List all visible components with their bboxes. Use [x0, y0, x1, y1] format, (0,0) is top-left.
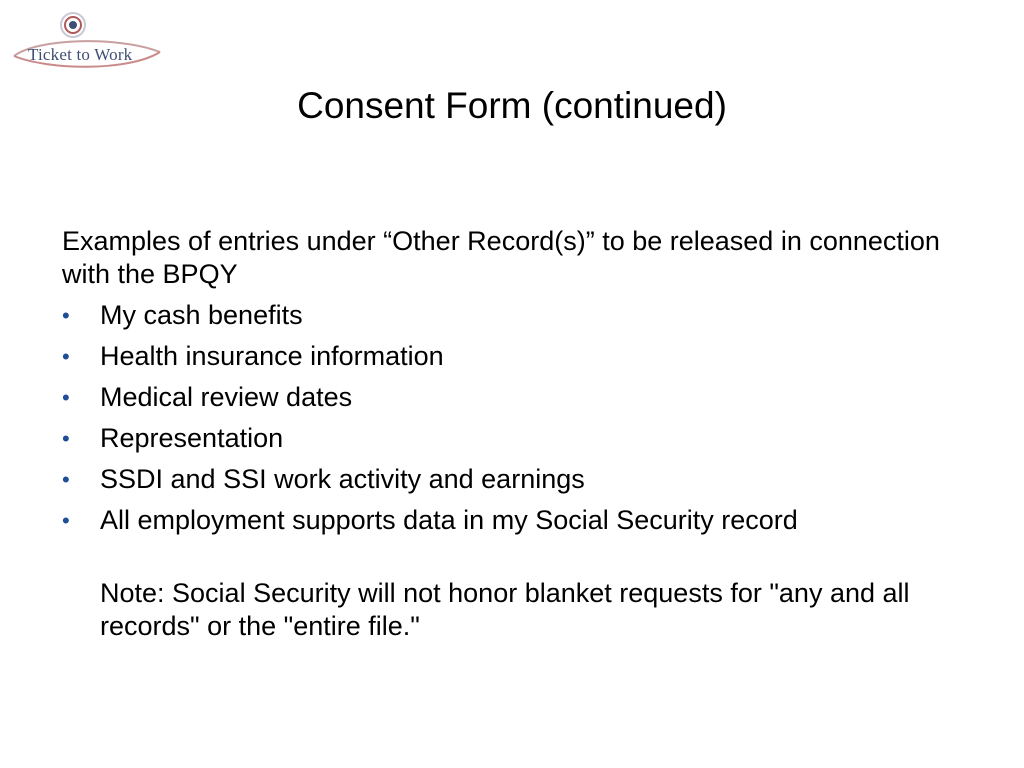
bullet-icon: •	[62, 467, 70, 492]
list-item	[62, 381, 962, 414]
list-item	[62, 463, 962, 496]
list-item-text: SSDI and SSI work activity and earnings	[100, 464, 585, 494]
list-item	[62, 504, 962, 537]
bullet-icon: •	[62, 426, 70, 451]
list-item-text: Representation	[100, 423, 284, 453]
list-item	[62, 340, 962, 373]
list-item-text: Medical review dates	[100, 382, 353, 412]
ticket-to-work-logo	[8, 8, 168, 74]
logo-text: Ticket to Work	[28, 45, 133, 64]
bullet-icon: •	[62, 508, 70, 533]
list-item-text: All employment supports data in my Social Security record	[100, 505, 798, 535]
bullet-icon: •	[62, 344, 70, 369]
list-item	[62, 422, 962, 455]
note-text: Note: Social Security will not honor blanket requests for "any and all records" or the "entire file."	[100, 578, 910, 641]
bullet-icon: •	[62, 385, 70, 410]
list-item	[62, 299, 962, 332]
slide-title: Consent Form (continued)	[297, 85, 727, 126]
bullet-list	[62, 299, 962, 537]
list-item-text: Health insurance information	[100, 341, 444, 371]
slide-content	[62, 225, 962, 643]
intro-text: Examples of entries under “Other Record(s)” to be released in connection with the BPQY	[62, 226, 940, 289]
bullet-icon: •	[62, 303, 70, 328]
list-item-text: My cash benefits	[100, 300, 303, 330]
